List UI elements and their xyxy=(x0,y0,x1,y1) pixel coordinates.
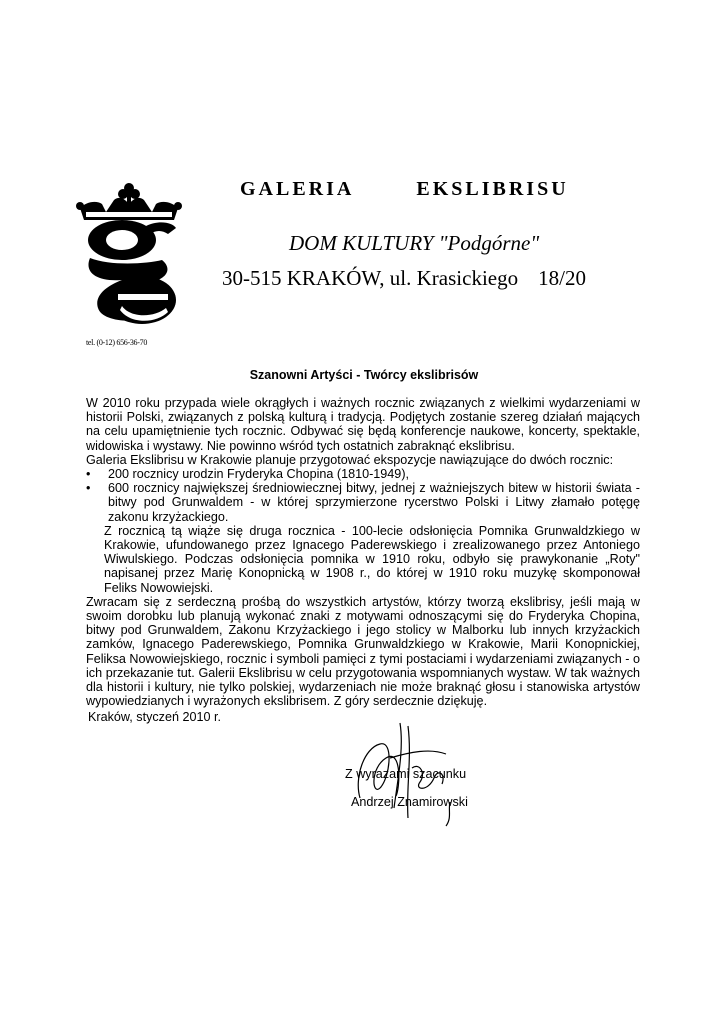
paragraph-intro: W 2010 roku przypada wiele okrągłych i ważnych rocznic związanych z wielkimi wydarzeniami w historii Polski, związanych z polską kulturą i tradycją. Podjętych zostanie szereg działań mających na celu upamiętnienie tych rocznic. Odbywać się będą konferencje naukowe, koncerty, spektakle, widowiska i wystawy. Nie powinno wśród tych ostatnich zabraknąć ekslibrisu. xyxy=(86,396,640,453)
address-street: 30-515 KRAKÓW, ul. Krasickiego xyxy=(222,266,519,290)
closing-phrase: Z wyrazami szacunku xyxy=(345,767,467,781)
paragraph-plan: Galeria Ekslibrisu w Krakowie planuje przygotować ekspozycje nawiązujące do dwóch rocznic: xyxy=(86,452,614,467)
institution-name: DOM KULTURY "Podgórne" xyxy=(289,231,540,255)
paragraph-request: Zwracam się z serdeczną prośbą do wszystkich artystów, którzy tworzą ekslibrisy, jeśli mają w swoim dorobku lub planują wykonać znaki z motywami odnoszącymi się do Fryderyka Chopina, bitwy pod Grunwaldem, Zakonu Krzyżackiego i jego stolicy w Malborku lub innych krzyżackich zamków, Ignacego Paderewskiego, Pomnika Grunwaldzkiego w Krakowie, Marii Konopnickiej, Feliksa Nowowiejskiego, rocznic i symboli pamięci z tymi postaciami i wydarzeniami związanych - o ich przekazanie tut. Galerii Ekslibrisu w celu przygotowania wspomnianych wystaw. W tak ważnych dla historii i kultury, nie tylko polskiej, wydarzeniach nie może braknąć głosu i stanowiska artystów wypowiedzianych i wyrażonych ekslibrisem. Z góry serdecznie dziękuję. xyxy=(86,594,640,709)
gallery-title-word2: EKSLIBRISU xyxy=(416,178,569,200)
closing-block xyxy=(345,760,468,816)
address-number: 18/20 xyxy=(538,266,586,290)
list-item xyxy=(86,481,640,524)
list-item-text: 600 rocznicy największej średniowiecznej bitwy, jednej z ważniejszych bitew w historii świata - bitwy pod Grunwaldem - w której sprzymierzone rycerstwo Polski i Litwy złamało potęgę zakonu krzyżackiego. xyxy=(108,481,640,524)
gallery-title-word1: GALERIA xyxy=(240,178,355,200)
gallery-title xyxy=(240,178,569,201)
list-item-text: 200 rocznicy urodzin Fryderyka Chopina (1810-1949), xyxy=(108,467,410,482)
bullet-symbol: • xyxy=(86,481,91,496)
place-and-date: Kraków, styczeń 2010 r. xyxy=(88,710,222,724)
crowned-ge-monogram-icon xyxy=(76,178,182,326)
letter-greeting: Szanowni Artyści - Twórcy ekslibrisów xyxy=(249,368,479,382)
list-item xyxy=(86,467,640,481)
bullet-symbol: • xyxy=(86,467,91,482)
address xyxy=(222,266,586,291)
phone-number: tel. (0-12) 656-36-70 xyxy=(86,338,148,347)
signer-name: Andrzej Znamirowski xyxy=(351,795,468,809)
paragraph-anniversary: Z rocznicą tą wiąże się druga rocznica - 100-lecie odsłonięcia Pomnika Grunwaldzkiego w Krakowie, ufundowanego przez Ignacego Paderewskiego i zrealizowanego przez Antoniego Wiwulskiego. Podczas odsłonięcia pomnika w 1910 roku, odbyło się prawykonanie „Roty" napisanej przez Marię Konopnicką w 1908 r., do której w 1910 roku muzykę skomponował Feliks Nowowiejski. xyxy=(104,523,640,595)
letter-body xyxy=(86,396,640,708)
